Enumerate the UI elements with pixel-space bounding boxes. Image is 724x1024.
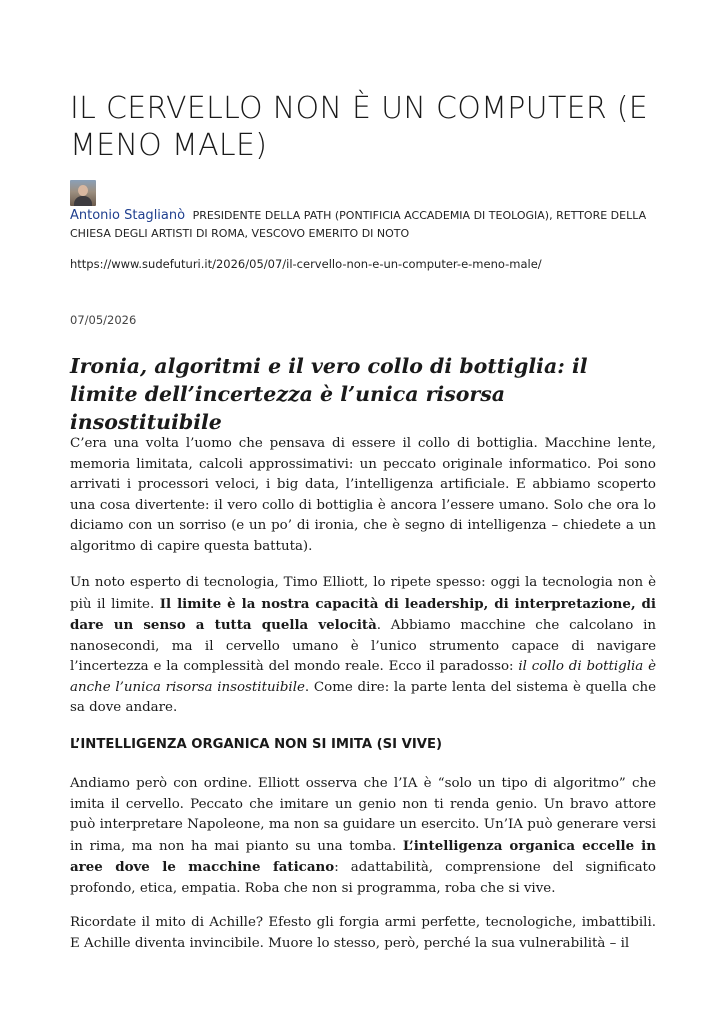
paragraph-2-italic: il collo di bottiglia è anche l’unica risorsa insostituibile [70, 659, 656, 695]
paragraph-4: Ricordate il mito di Achille? Efesto gli forgia armi perfette, tecnologiche, imbattibili. E Achille diventa invincibile. Muore lo stesso, però, perché la sua vulnerabilità – il [70, 915, 656, 951]
paragraph-3-text-end: : adattabilità, comprensione del significato profondo, etica, empatia. Roba che non si programma, roba che si vive. [70, 860, 656, 896]
paragraph-2-text-end: . Come dire: la parte lenta del sistema è quella che sa dove andare. [70, 679, 656, 715]
avatar-face [78, 185, 88, 196]
article-url[interactable]: https://www.sudefuturi.it/2026/05/07/il-cervello-non-e-un-computer-e-meno-male/ [70, 257, 542, 271]
paragraph-1: C’era una volta l’uomo che pensava di essere il collo di bottiglia. Macchine lente, memoria limitata, calcoli approssimativi: un peccato originale informatico. Poi sono arrivati i processori veloci, i big data, l’intelligenza artificiale. E abbiamo scoperto una cosa divertente: il vero collo di bottiglia è ancora l’essere umano. Solo che ora lo diciamo con un sorriso (e un po’ di ironia, che è segno di intelligenza – chiedete a un algoritmo di capire questa battuta). [70, 436, 656, 554]
publish-date: 07/05/2026 [70, 313, 137, 327]
author-avatar[interactable] [70, 180, 96, 206]
paragraph-2-text-cont: . Abbiamo macchine che calcolano in nanosecondi, ma il cervello umano è l’unico strumento capace di navigare l’incertezza e la complessità del mondo reale. Ecco il paradosso: [70, 618, 656, 674]
paragraph-3 [70, 774, 656, 899]
article-title: IL CERVELLO NON È UN COMPUTER (E MENO MALE) [70, 91, 649, 163]
author-link[interactable]: Antonio Staglianò [70, 208, 186, 223]
avatar-shoulders [74, 196, 92, 206]
paragraph-2 [70, 573, 656, 719]
paragraph-3-bold: L’intelligenza organica eccelle in aree dove le macchine faticano [70, 837, 656, 875]
paragraph-2-bold: Il limite è la nostra capacità di leadership, di interpretazione, di dare un senso a tutta quella velocità [70, 595, 656, 633]
byline [70, 207, 660, 243]
section-heading: L’INTELLIGENZA ORGANICA NON SI IMITA (SI VIVE) [70, 737, 443, 752]
article-subtitle: Ironia, algoritmi e il vero collo di bottiglia: il limite dell’incertezza è l’unica risorsa insostituibile [70, 354, 588, 434]
paragraph-3-text: Andiamo però con ordine. Elliott osserva che l’IA è “solo un tipo di algoritmo” che imita il cervello. Peccato che imitare un genio non ti renda genio. Un bravo attore può interpretare Napoleone, ma non sa guidare un esercito. Un’IA può generare versi in rima, ma non ha mai pianto su una tomba. [70, 776, 656, 854]
author-role: PRESIDENTE DELLA PATH (PONTIFICIA ACCADEMIA DI TEOLOGIA), RETTORE DELLA CHIESA DEGLI ARTISTI DI ROMA, VESCOVO EMERITO DI NOTO [70, 209, 647, 240]
paragraph-2-text: Un noto esperto di tecnologia, Timo Elliott, lo ripete spesso: oggi la tecnologia non è più il limite. [70, 575, 656, 612]
